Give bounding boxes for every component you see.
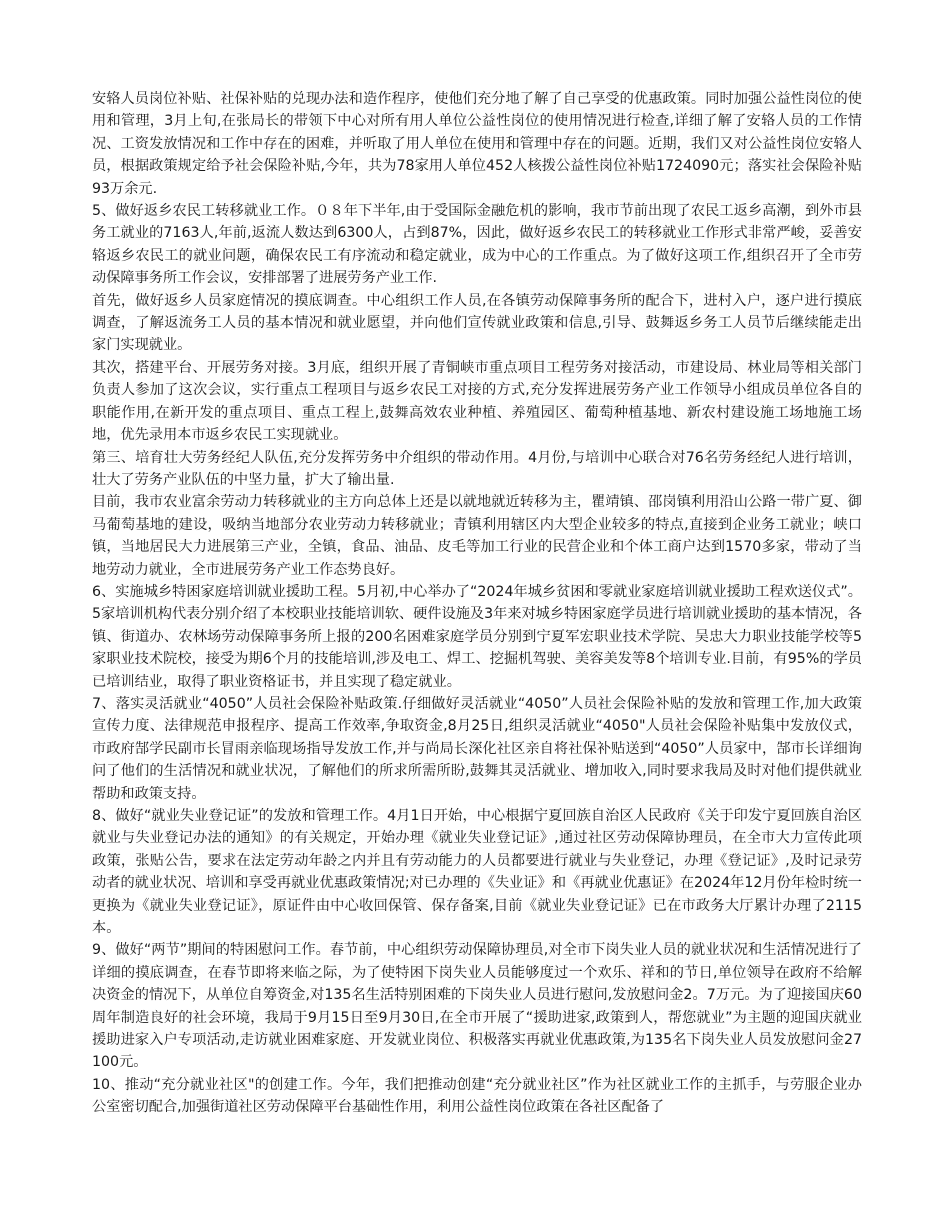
paragraph-4: 其次，搭建平台、开展劳务对接。3月底，组织开展了青铜峡市重点项目工程劳务对接活动，市建设局、林业局等相关部门负责人参加了这次会议，实行重点工程项目与返乡农民工对接的方式,充分发挥进展劳务产业工作领导小组成员单位各自的职能作用,在新开发的重点项目、重点工程上,鼓舞高效农业种植、养殖园区、葡萄种植基地、新农村建设施工场地施工场地，优先录用本市返乡农民工实现就业。: [92, 359, 862, 444]
paragraph-8: 7、落实灵活就业“4050”人员社会保险补贴政策.仔细做好灵活就业“4050”人员社会保险补贴的发放和管理工作,加大政策宣传力度、法律规范申报程序、提高工作效率,争取资金,8月25日,组织灵活就业“4050"人员社会保险补贴集中发放仪式，市政府郜学民副市长冒雨亲临现场指导发放工作,并与尚局长深化社区亲自将社保补贴送到“4050”人员家中，郜市长详细询问了他们的生活情况和就业状况，了解他们的所求所需所盼,鼓舞其灵活就业、增加收入,同时要求我局及时对他们提供就业帮助和政策支持。: [92, 695, 862, 802]
paragraph-11: 10、推动“充分就业社区"的创建工作。今年，我们把推动创建“充分就业社区”作为社区就业工作的主抓手，与劳服企业办公室密切配合,加强街道社区劳动保障平台基础性作用，利用公益性岗位政策在各社区配备了: [92, 1076, 862, 1116]
document-body: [92, 88, 862, 1119]
paragraph-1: 安辂人员岗位补贴、社保补贴的兑现办法和造作程序，使他们充分地了解了自己享受的优惠政策。同时加强公益性岗位的使用和管理，3月上旬,在张局长的带领下中心对所有用人单位公益性岗位的使用情况进行检查,详细了解了安辂人员的工作情况、工资发放情况和工作中存在的困难，并听取了用人单位在使用和管理中存在的问题。近期，我们又对公益性岗位安辂人员，根据政策规定给予社会保险补贴,今年，共为78家用人单位452人核拨公益性岗位补贴1724090元；落实社会保险补贴93万余元.: [92, 91, 862, 197]
paragraph-2: 5、做好返乡农民工转移就业工作。０８年下半年,由于受国际金融危机的影响，我市节前出现了农民工返乡高潮，到外市县务工就业的7163人,年前,返流人数达到6300人，占到87%，因此，做好返乡农民工的转移就业工作形式非常严峻，妥善安辂返乡农民工的就业问题，确保农民工有序流动和稳定就业，成为中心的工作重点。为了做好这项工作,组织召开了全市劳动保障事务所工作会议，安排部署了进展劳务产业工作.: [92, 203, 862, 287]
paragraph-10: 9、做好“两节”期间的特困慰问工作。春节前，中心组织劳动保障协理员,对全市下岗失业人员的就业状况和生活情况进行了详细的摸底调查，在春节即将来临之际，为了使特困下岗失业人员能够度过一个欢乐、祥和的节日,单位领导在政府不给解决资金的情况下，从单位自筹资金,对135名生活特别困难的下岗失业人员进行慰问,发放慰问金2。7万元。为了迎接国庆60周年制造良好的社会环境，我局于9月15日至9月30日,在全市开展了“援助进家,政策到人，帮您就业”为主题的迎国庆就业援助进家入户专项活动,走访就业困难家庭、开发就业岗位、积极落实再就业优惠政策,为135名下岗失业人员发放慰问金27100元。: [92, 942, 862, 1071]
paragraph-6: 目前，我市农业富余劳动力转移就业的主方向总体上还是以就地就近转移为主，瞿靖镇、邵岗镇利用沿山公路一带广夏、御马葡萄基地的建设，吸纳当地部分农业劳动力转移就业；青镇利用辖区内大型企业较多的特点,直接到企业务工就业；峡口镇，当地居民大力进展第三产业，全镇，食品、油品、皮毛等加工行业的民营企业和个体工商户达到1570多家，带动了当地劳动力就业，全市进展劳务产业工作态势良好。: [92, 494, 862, 578]
paragraph-3: 首先，做好返乡人员家庭情况的摸底调查。中心组织工作人员,在各镇劳动保障事务所的配合下，进村入户，逐户进行摸底调查，了解返流务工人员的基本情况和就业愿望，并向他们宣传就业政策和信息,引导、鼓舞返乡务工人员节后继续能走出家门实现就业。: [92, 292, 862, 354]
paragraph-9: 8、做好“就业失业登记证”的发放和管理工作。4月1日开始，中心根据宁夏回族自治区人民政府《关于印发宁夏回族自治区就业与失业登记办法的通知》的有关规定，开始办理《就业失业登记证》,通过社区劳动保障协理员，在全市大力宣传此项政策，张贴公告，要求在法定劳动年龄之内并且有劳动能力的人员都要进行就业与失业登记，办理《登记证》,及时记录劳动者的就业状况、培训和享受再就业优惠政策情况;对已办理的《失业证》和《再就业优惠证》在2024年12月份年检时统一更换为《就业失业登记证》，原证件由中心收回保管、保存备案,目前《就业失业登记证》已在市政务大厅累计办理了2115本。: [92, 808, 862, 937]
paragraph-7: 6、实施城乡特困家庭培训就业援助工程。5月初,中心举办了“2024年城乡贫困和零就业家庭培训就业援助工程欢送仪式”。 5家培训机构代表分别介绍了本校职业技能培训软、硬件设施及3年来对城乡特困家庭学员进行培训就业援助的基本情况，各镇、街道办、农林场劳动保障事务所上报的200名困难家庭学员分别到宁夏军宏职业技术学院、吴忠大力职业技能学校等5家职业技术院校，接受为期6个月的技能培训,涉及电工、焊工、挖掘机驾驶、美容美发等8个培训专业.目前，有95%的学员已培训结业，取得了职业资格证书，并且实现了稳定就业。: [92, 583, 862, 690]
paragraph-5: 第三、培育壮大劳务经纪人队伍,充分发挥劳务中介组织的带动作用。4月份,与培训中心联合对76名劳务经纪人进行培训，壮大了劳务产业队伍的中坚力量，扩大了输出量.: [92, 449, 862, 488]
